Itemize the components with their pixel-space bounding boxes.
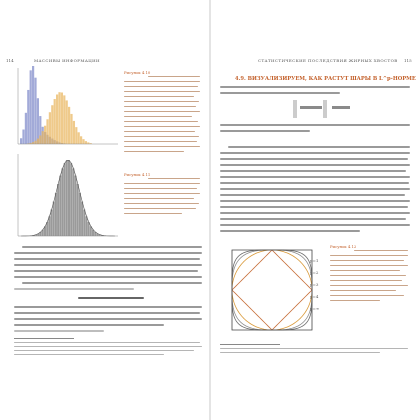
lp-label: p=3 (310, 282, 319, 287)
histogram-bar (44, 126, 46, 144)
left-running-head: МАССИВЫ ИНФОРМАЦИИ (34, 58, 100, 63)
histogram-bar (58, 92, 60, 144)
figure-4-12-lp-balls (220, 240, 324, 340)
histogram-bar (48, 216, 50, 236)
caption-label: Рисунок 4.11 (124, 172, 151, 177)
histogram-bar (32, 66, 34, 144)
lp-label: p=∞ (310, 306, 320, 311)
histogram-bar (68, 160, 70, 236)
left-body-text-continued (14, 306, 202, 346)
figure-4-10-histograms (14, 66, 120, 148)
histogram-bar (57, 184, 59, 236)
left-footnote-rule (14, 338, 74, 339)
histogram-bar (20, 138, 22, 144)
figure-4-11-caption (124, 172, 202, 232)
histogram-bar (75, 176, 77, 236)
right-footnotes (220, 348, 410, 362)
histogram-bar (34, 141, 36, 144)
histogram-bar (64, 163, 66, 236)
histogram-bar (59, 176, 61, 236)
histogram-bar (37, 139, 39, 144)
right-body-text-2 (220, 124, 410, 138)
norm-equation (290, 98, 360, 120)
histogram-bar (83, 209, 85, 236)
histogram-bar (70, 163, 72, 236)
histogram-bar (81, 202, 83, 236)
histogram-bar (46, 119, 48, 144)
histogram-bar (82, 139, 84, 144)
figure-4-12-caption (330, 244, 410, 314)
histogram-bar (25, 113, 27, 144)
histogram-bar (63, 95, 65, 144)
histogram-bar (79, 193, 81, 236)
histogram-bar (68, 107, 70, 144)
caption-label: Рисунок 4.12 (330, 244, 357, 249)
histogram-bar (72, 168, 74, 236)
gutter (209, 0, 211, 420)
histogram-bar (55, 193, 57, 236)
histogram-bar (70, 114, 72, 144)
histogram-bar (49, 112, 51, 144)
histogram-bar (37, 98, 39, 144)
left-footnotes (14, 342, 202, 362)
histogram-bar (66, 100, 68, 144)
histogram-bar (75, 127, 77, 144)
histogram-bar (61, 168, 63, 236)
figure-4-11-bell-histogram (14, 150, 120, 240)
histogram-bar (27, 90, 29, 144)
lp-label: p=1 (310, 258, 319, 263)
histogram-bar (22, 130, 24, 144)
figure-4-10-caption (124, 70, 202, 160)
histogram-bar (85, 141, 87, 144)
lp-label: p=2 (310, 270, 319, 275)
histogram-bar (54, 99, 56, 144)
left-display-equation (78, 294, 148, 302)
histogram-bar (32, 142, 34, 144)
histogram-bar (77, 184, 79, 236)
caption-label: Рисунок 4.10 (124, 70, 151, 75)
histogram-bar (61, 93, 63, 144)
histogram-bar (88, 222, 90, 236)
histogram-bar (85, 216, 87, 236)
histogram-bar (80, 136, 82, 144)
histogram-bar (39, 135, 41, 144)
right-body-text-1 (220, 86, 410, 98)
histogram-bar (51, 105, 53, 144)
histogram-bar (34, 78, 36, 144)
section-heading: 4.9. ВИЗУАЛИЗИРУЕМ, КАК РАСТУТ ШАРЫ В L^p-НОРМЕ (235, 76, 416, 82)
histogram-bar (53, 202, 55, 236)
right-running-head: СТАТИСТИЧЕСКИЕ ПОСЛЕДСТВИЯ ЖИРНЫХ ХВОСТОВ (258, 58, 398, 63)
histogram-bar (56, 94, 58, 144)
histogram-bar (78, 132, 80, 144)
histogram-bar (42, 131, 44, 144)
right-footnote-rule (220, 344, 280, 345)
histogram-bar (30, 70, 32, 144)
right-folio: 115 (404, 58, 412, 63)
histogram-bar (51, 209, 53, 236)
histogram-bar (66, 160, 68, 236)
left-folio: 114 (6, 58, 14, 63)
lp-label: p=4 (310, 294, 319, 299)
histogram-bar (73, 121, 75, 144)
